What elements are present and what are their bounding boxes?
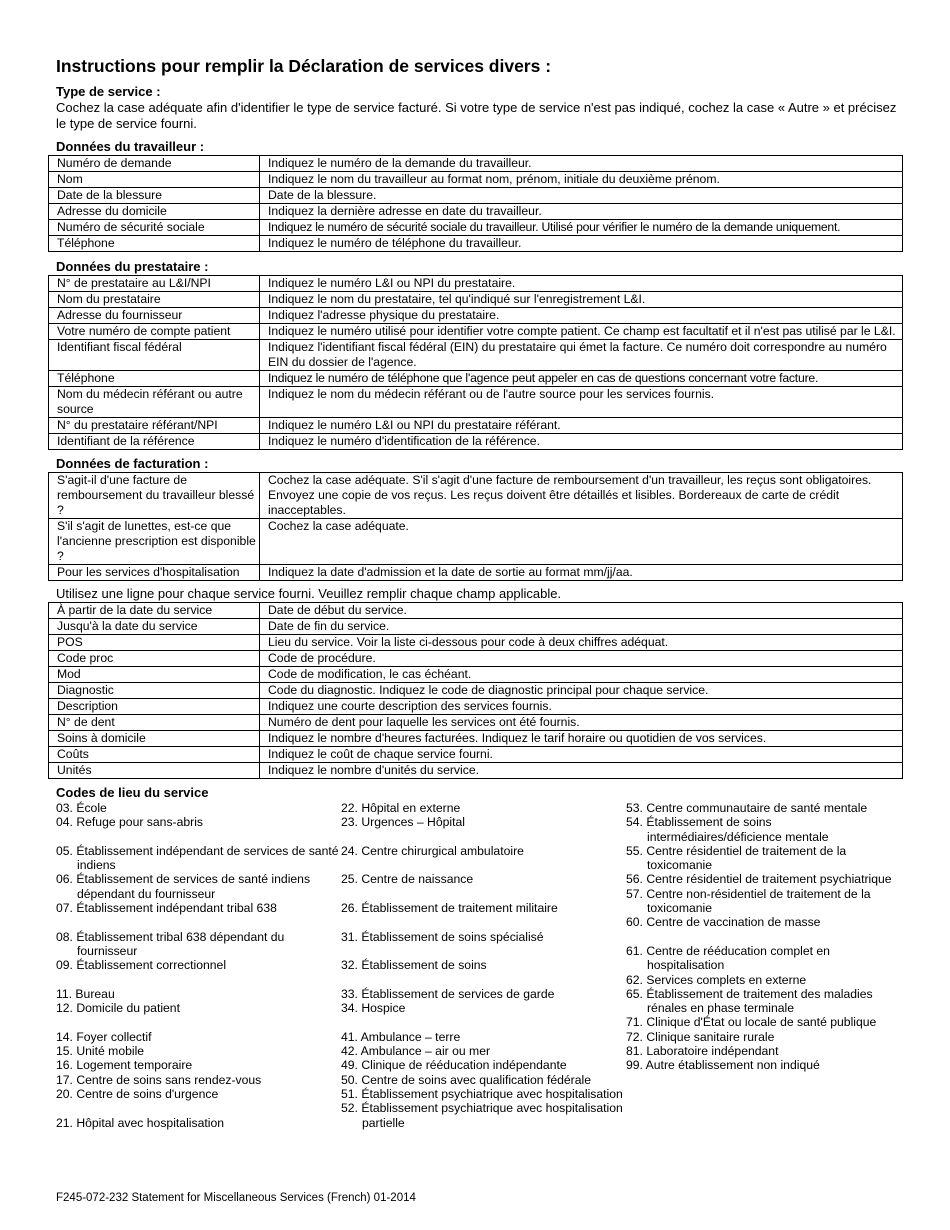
table-row [49,747,903,763]
code-item: 56. Centre résidentiel de traitement psychiatrique [626,872,892,887]
page-title: Instructions pour remplir la Déclaration de services divers : [56,56,552,76]
table-row [49,220,903,236]
table-row [49,519,903,565]
table-row [49,308,903,324]
row-desc: Indiquez l'adresse physique du prestataire. [260,308,903,324]
code-item: 25. Centre de naissance [341,872,474,887]
row-desc: Indiquez la date d'admission et la date de sortie au format mm/jj/aa. [260,565,903,581]
row-label: Date de la blessure [49,188,260,204]
row-label: Adresse du domicile [49,204,260,220]
table-row [49,565,903,581]
code-item: 41. Ambulance – terre [341,1029,461,1044]
code-item: 03. École [56,801,107,815]
row-desc: Cochez la case adéquate. S'il s'agit d'une facture de remboursement d'un travailleur, les reçus sont obligatoires. Envoyez une copie de vos reçus. Les reçus doivent être détaillés et lisibles. Bordereaux de carte de crédit inacceptables. [260,473,903,519]
row-label: N° du prestataire référant/NPI [49,418,260,434]
code-item: 12. Domicile du patient [56,1001,180,1016]
row-label: À partir de la date du service [49,603,260,619]
row-label: Numéro de demande [49,156,260,172]
service-lines-table [48,602,903,779]
codes-heading: Codes de lieu du service [56,785,209,800]
table-row [49,683,903,699]
service-lines-intro: Utilisez une ligne pour chaque service fourni. Veuillez remplir chaque champ applicable. [56,586,562,601]
code-item: 57. Centre non-résidentiel de traitement de la toxicomanie [626,886,871,916]
row-label: Nom du médecin référant ou autre source [49,387,260,418]
table-row [49,473,903,519]
table-row [49,371,903,387]
code-item: 21. Hôpital avec hospitalisation [56,1115,225,1130]
row-desc: Indiquez le nombre d'unités du service. [260,763,903,779]
row-desc: Indiquez le numéro de sécurité sociale du travailleur. Utilisé pour vérifier le numéro de la demande uniquement. [260,220,903,236]
row-label: Identifiant de la référence [49,434,260,450]
row-desc: Indiquez la dernière adresse en date du travailleur. [260,204,903,220]
row-label: Téléphone [49,371,260,387]
table-row [49,387,903,418]
provider-table [48,275,903,450]
row-desc: Indiquez le numéro de la demande du travailleur. [260,156,903,172]
table-row [49,156,903,172]
row-label: Description [49,699,260,715]
table-row [49,276,903,292]
place-of-service-codes [56,801,906,1130]
row-label: Numéro de sécurité sociale [49,220,260,236]
table-row [49,603,903,619]
code-item: 31. Établissement de soins spécialisé [341,929,544,944]
row-label: Mod [49,667,260,683]
code-item: 17. Centre de soins sans rendez-vous [56,1072,262,1087]
table-row [49,172,903,188]
code-item: 11. Bureau [56,986,115,1001]
worker-heading: Données du travailleur : [56,139,205,154]
row-desc: Lieu du service. Voir la liste ci-dessous pour code à deux chiffres adéquat. [260,635,903,651]
row-label: Nom du prestataire [49,292,260,308]
row-desc: Indiquez le numéro de téléphone du travailleur. [260,236,903,252]
code-item: 07. Établissement indépendant tribal 638 [56,901,277,916]
code-item: 05. Établissement indépendant de services de santé indiens [56,843,339,873]
code-item: 52. Établissement psychiatrique avec hospitalisation partielle [341,1101,623,1130]
row-desc: Indiquez l'identifiant fiscal fédéral (EIN) du prestataire qui émet la facture. Ce numéro doit correspondre au numéro EIN du dossier de l'agence. [260,340,903,371]
billing-heading: Données de facturation : [56,456,209,471]
row-desc: Date de la blessure. [260,188,903,204]
table-row [49,763,903,779]
table-row [49,715,903,731]
code-item: 24. Centre chirurgical ambulatoire [341,843,524,858]
row-label: POS [49,635,260,651]
row-label: N° de prestataire au L&I/NPI [49,276,260,292]
row-label: Nom [49,172,260,188]
row-desc: Indiquez le nom du médecin référant ou de l'autre source pour les services fournis. [260,387,903,418]
table-row [49,699,903,715]
table-row [49,292,903,308]
row-desc: Indiquez le numéro L&I ou NPI du prestataire référant. [260,418,903,434]
code-item: 16. Logement temporaire [56,1058,193,1073]
code-item: 50. Centre de soins avec qualification fédérale [341,1072,591,1087]
code-item: 62. Services complets en externe [626,972,807,987]
code-item: 32. Établissement de soins [341,958,487,973]
row-label: Coûts [49,747,260,763]
billing-table [48,472,903,581]
row-desc: Indiquez le numéro utilisé pour identifier votre compte patient. Ce champ est facultatif et il n'est pas utilisé par le L&I. [260,324,903,340]
row-label: Votre numéro de compte patient [49,324,260,340]
row-desc: Indiquez le numéro L&I ou NPI du prestataire. [260,276,903,292]
code-item: 99. Autre établissement non indiqué [626,1058,820,1073]
code-item: 15. Unité mobile [56,1044,145,1059]
row-desc: Code de modification, le cas échéant. [260,667,903,683]
row-desc: Cochez la case adéquate. [260,519,903,565]
row-label: Code proc [49,651,260,667]
row-label: S'il s'agit de lunettes, est-ce que l'ancienne prescription est disponible ? [49,519,260,565]
code-item: 81. Laboratoire indépendant [626,1044,779,1059]
table-row [49,619,903,635]
row-label: Téléphone [49,236,260,252]
instructions-page [56,54,903,1130]
codes-column [626,801,906,1130]
code-item: 20. Centre de soins d'urgence [56,1086,219,1101]
row-label: Pour les services d'hospitalisation [49,565,260,581]
form-footer: F245-072-232 Statement for Miscellaneous Services (French) 01-2014 [56,1192,416,1204]
row-desc: Numéro de dent pour laquelle les services ont été fournis. [260,715,903,731]
row-desc: Date de début du service. [260,603,903,619]
code-item: 04. Refuge pour sans-abris [56,815,204,830]
row-label: S'agit-il d'une facture de remboursement du travailleur blessé ? [49,473,260,519]
row-label: Adresse du fournisseur [49,308,260,324]
code-item: 51. Établissement psychiatrique avec hospitalisation [341,1086,623,1101]
code-item: 60. Centre de vaccination de masse [626,915,821,930]
worker-table [48,155,903,252]
code-item: 65. Établissement de traitement des maladies rénales en phase terminale [626,986,873,1016]
code-item: 49. Clinique de rééducation indépendante [341,1058,567,1073]
code-item: 06. Établissement de services de santé indiens dépendant du fournisseur [56,872,311,901]
code-item: 54. Établissement de soins intermédiaires/déficience mentale [626,815,829,844]
code-item: 71. Clinique d'État ou locale de santé publique [626,1015,877,1030]
codes-column [56,801,341,1130]
row-label: Soins à domicile [49,731,260,747]
table-row [49,434,903,450]
row-desc: Code de procédure. [260,651,903,667]
code-item: 23. Urgences – Hôpital [341,815,465,830]
table-row [49,188,903,204]
table-row [49,651,903,667]
table-row [49,667,903,683]
code-item: 26. Établissement de traitement militaire [341,901,558,916]
code-item: 72. Clinique sanitaire rurale [626,1029,775,1044]
code-item: 61. Centre de rééducation complet en hospitalisation [626,943,830,973]
code-item: 08. Établissement tribal 638 dépendant du fournisseur [56,929,285,958]
codes-column [341,801,626,1130]
table-row [49,418,903,434]
code-item: 22. Hôpital en externe [341,801,461,815]
code-item: 33. Établissement de services de garde [341,986,555,1001]
code-item: 55. Centre résidentiel de traitement de la toxicomanie [626,843,847,873]
row-label: Jusqu'à la date du service [49,619,260,635]
row-label: N° de dent [49,715,260,731]
row-desc: Indiquez le numéro d'identification de la référence. [260,434,903,450]
row-desc: Date de fin du service. [260,619,903,635]
service-type-heading: Type de service : [56,84,161,99]
row-desc: Indiquez le nombre d'heures facturées. Indiquez le tarif horaire ou quotidien de vos services. [260,731,903,747]
service-type-text: Cochez la case adéquate afin d'identifier le type de service facturé. Si votre type de service n'est pas indiqué, cochez la case « Autre » et précisez le type de service fourni. [56,100,897,131]
code-item: 09. Établissement correctionnel [56,958,227,973]
row-desc: Indiquez le numéro de téléphone que l'agence peut appeler en cas de questions concernant votre facture. [260,371,903,387]
row-label: Unités [49,763,260,779]
code-item: 42. Ambulance – air ou mer [341,1044,491,1059]
code-item: 14. Foyer collectif [56,1029,152,1044]
table-row [49,204,903,220]
table-row [49,236,903,252]
table-row [49,731,903,747]
table-row [49,635,903,651]
code-item: 53. Centre communautaire de santé mentale [626,801,868,815]
table-row [49,324,903,340]
table-row [49,340,903,371]
provider-heading: Données du prestataire : [56,259,209,274]
row-label: Identifiant fiscal fédéral [49,340,260,371]
row-label: Diagnostic [49,683,260,699]
code-item: 34. Hospice [341,1001,406,1016]
row-desc: Indiquez le coût de chaque service fourni. [260,747,903,763]
row-desc: Indiquez le nom du travailleur au format nom, prénom, initiale du deuxième prénom. [260,172,903,188]
row-desc: Indiquez le nom du prestataire, tel qu'indiqué sur l'enregistrement L&I. [260,292,903,308]
row-desc: Indiquez une courte description des services fournis. [260,699,903,715]
row-desc: Code du diagnostic. Indiquez le code de diagnostic principal pour chaque service. [260,683,903,699]
